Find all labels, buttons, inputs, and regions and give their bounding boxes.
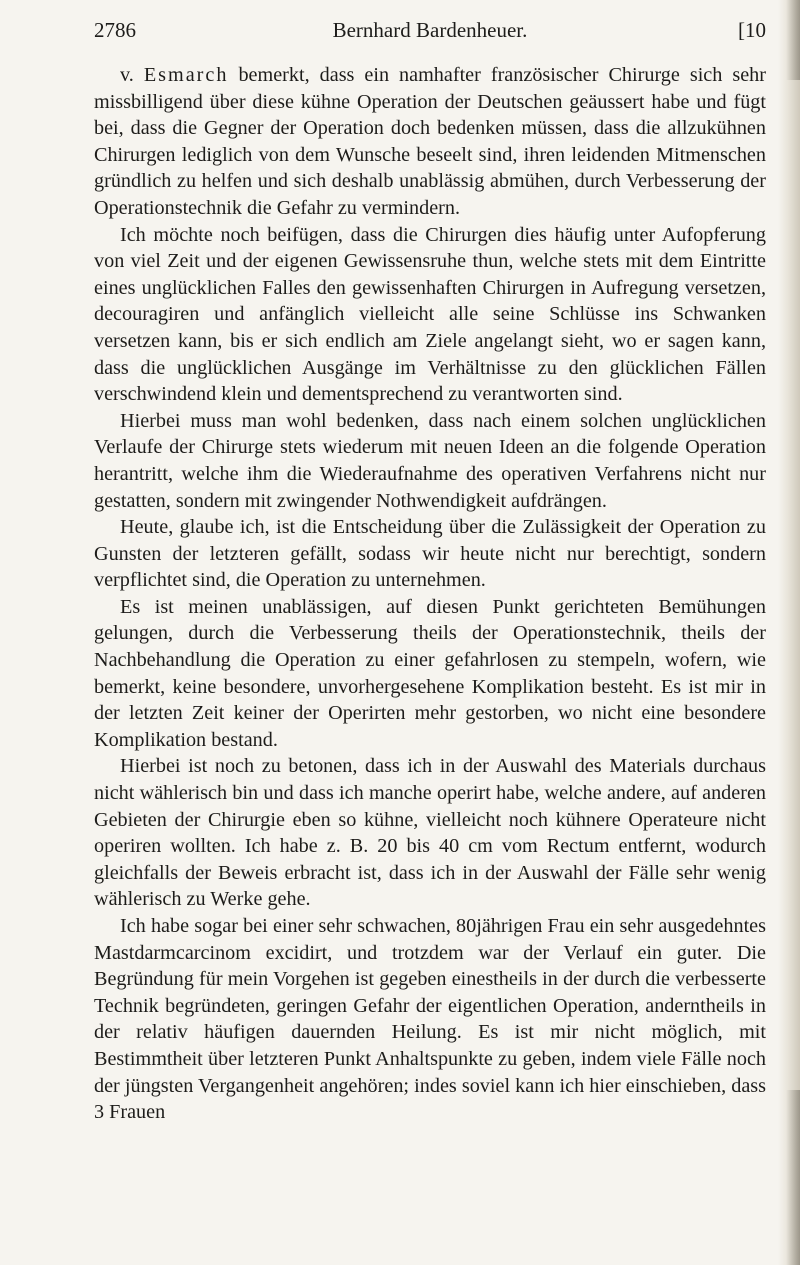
paragraph-3: Hierbei muss man wohl bedenken, dass nach einem solchen unglücklichen Verlaufe der Chirurge stets wiederum mit neuen Ideen an die folgende Operation herantritt, welche ihm die Wiederaufnahme des operativen Verfahrens nicht nur gestatten, sondern mit zwingender Nothwendigkeit aufdrängen. (94, 409, 766, 512)
paragraph-4: Heute, glaube ich, ist die Entscheidung über die Zulässigkeit der Operation zu Gunsten der letzteren gefällt, sodass wir heute nicht nur berechtigt, sondern verpflichtet sind, die Operation zu unternehmen. (94, 516, 766, 592)
paragraph-1-lead: v. (120, 64, 144, 86)
author-name-esmarch: Esmarch (143, 64, 229, 86)
paragraph-1 (94, 62, 766, 222)
page-edge (778, 0, 800, 1265)
page-number: 2786 (94, 18, 136, 42)
body-text (94, 62, 766, 1126)
section-number: [10 (738, 18, 766, 42)
running-header (94, 18, 766, 52)
paragraph-2: Ich möchte noch beifügen, dass die Chirurgen dies häufig unter Aufopferung von viel Zeit und der eigenen Gewissensruhe thun, welche stets mit dem Eintritte eines unglücklichen Falles den gewissenhaften Chirurgen in Aufregung versetzen, decouragiren und anfänglich vielleicht alle seine Schlüsse ins Schwanken versetzen kann, bis er sich endlich am Ziele angelangt sieht, wo er sagen kann, dass die unglücklichen Ausgänge im Verhältnisse zu den glücklichen Fällen verschwindend klein und dementsprechend zu verantworten sind. (94, 223, 766, 406)
paragraph-1-text: bemerkt, dass ein namhafter französischer Chirurge sich sehr missbilligend über diese kühne Operation der Deutschen geäussert habe und fügt bei, dass die Gegner der Operation doch bedenken müssen, dass die allzukühnen Chirurgen lediglich von dem Wunsche beseelt sind, ihren leidenden Mitmenschen gründlich zu helfen und sich deshalb unablässig abmühen, durch Verbesserung der Operationstechnik die Gefahr zu vermindern. (94, 64, 766, 219)
page-shadow-upper (786, 0, 800, 80)
paragraph-5: Es ist meinen unablässigen, auf diesen Punkt gerichteten Bemühungen gelungen, durch die Verbesserung theils der Operationstechnik, theils der Nachbehandlung die Operation zu einer gefahrlosen zu stempeln, wofern, wie bemerkt, keine besondere, unvorhergesehene Komplikation besteht. Es ist mir in der letzten Zeit keiner der Operirten mehr gestorben, wo nicht eine besondere Komplikation bestand. (94, 595, 766, 751)
paragraph-7: Ich habe sogar bei einer sehr schwachen, 80jährigen Frau ein sehr ausgedehntes Mastdarmcarcinom excidirt, und trotzdem war der Verlauf ein guter. Die Begründung für mein Vorgehen ist gegeben einestheils in der durch die verbesserte Technik begründeten, geringen Gefahr der eigentlichen Operation, anderntheils in der relativ häufigen dauernden Heilung. Es ist mir nicht möglich, mit Bestimmtheit über letzteren Punkt Anhaltspunkte zu geben, indem viele Fälle noch der jüngsten Vergangenheit angehören; indes soviel kann ich hier einschieben, dass 3 Frauen (94, 915, 766, 1124)
paragraph-6: Hierbei ist noch zu betonen, dass ich in der Auswahl des Materials durchaus nicht wählerisch bin und dass ich manche operirt habe, welche andere, auf anderen Gebieten der Chirurgie eben so kühne, vielleicht noch kühnere Operateure nicht operiren wollten. Ich habe z. B. 20 bis 40 cm vom Rectum entfernt, wodurch gleichfalls der Beweis erbracht ist, dass ich in der Auswahl der Fälle sehr wenig wählerisch zu Werke gehe. (94, 755, 766, 911)
page-shadow-lower (786, 1090, 800, 1265)
running-title: Bernhard Bardenheuer. (332, 18, 528, 42)
